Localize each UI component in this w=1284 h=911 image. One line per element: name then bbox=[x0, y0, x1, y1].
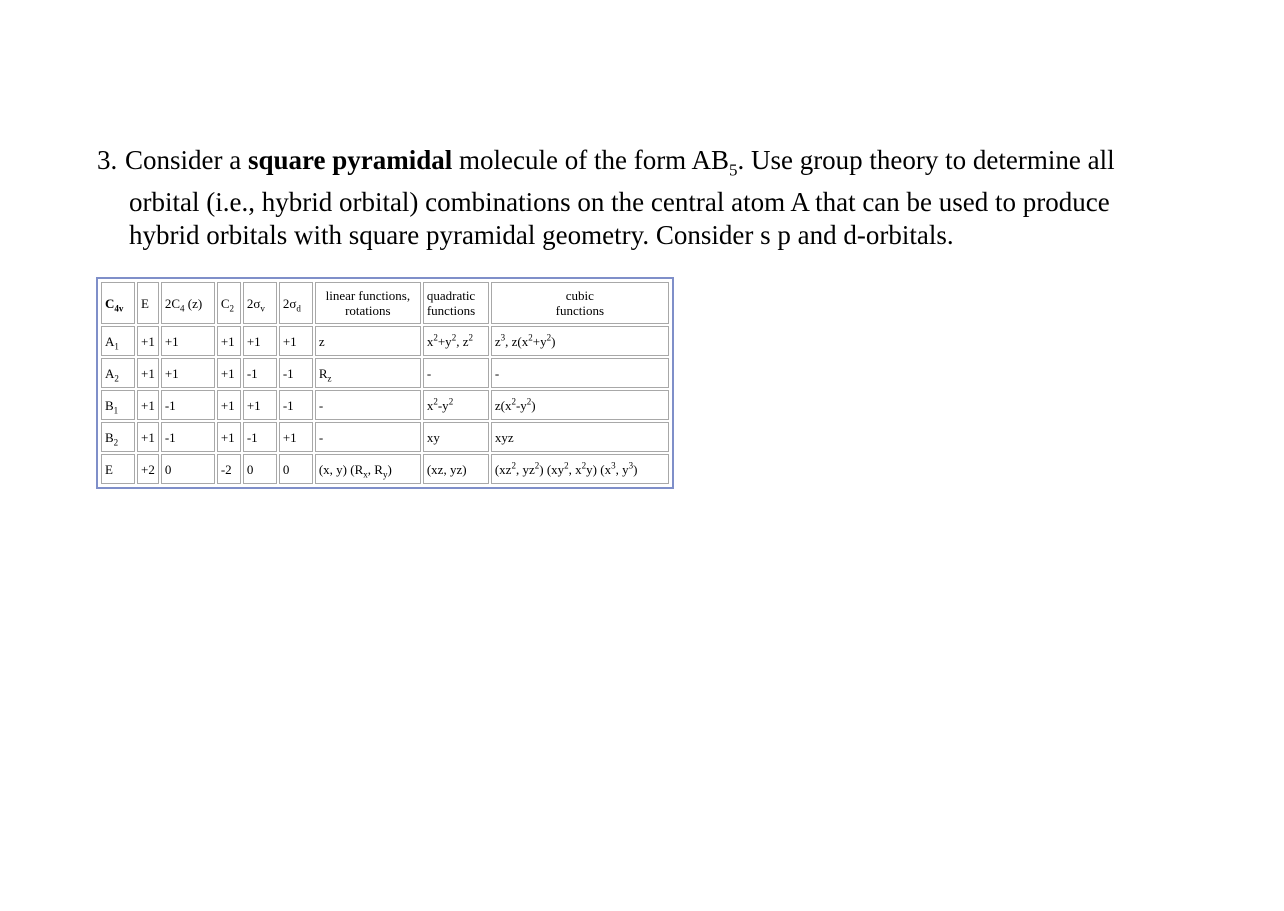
char-C2: -2 bbox=[217, 454, 241, 484]
irrep-cell bbox=[101, 454, 135, 484]
char-C4: 0 bbox=[161, 454, 215, 484]
fn-text: +y bbox=[532, 333, 547, 349]
irrep-subscript: 2 bbox=[113, 437, 119, 448]
question-text-part: molecule of the form AB bbox=[452, 145, 729, 175]
header-quadratic-functions bbox=[423, 282, 489, 324]
fn-sup: 2 bbox=[468, 332, 473, 343]
fn-sub: z bbox=[327, 373, 332, 384]
question-line-3: hybrid orbitals with square pyramidal geometry. Consider s p and d-orbitals. bbox=[129, 220, 954, 251]
table-row bbox=[101, 358, 669, 388]
fn-text: +y bbox=[437, 333, 452, 349]
fn-text: -y bbox=[437, 397, 449, 413]
header-text: rotations bbox=[345, 303, 391, 318]
irrep-cell bbox=[101, 358, 135, 388]
fn-text: ) (xy bbox=[539, 461, 565, 477]
header-text: functions bbox=[426, 303, 476, 318]
fn-sup: 3 bbox=[628, 460, 634, 471]
fn-text: , z(x bbox=[505, 333, 529, 349]
char-E: +1 bbox=[137, 422, 159, 452]
linear-func bbox=[315, 454, 421, 484]
char-sigma-v: +1 bbox=[243, 326, 277, 356]
cubic-func bbox=[491, 390, 669, 420]
quad-func: xy bbox=[423, 422, 489, 452]
point-group-subscript: 4v bbox=[114, 303, 124, 314]
op-header-E: E bbox=[137, 282, 159, 324]
point-group-cell bbox=[101, 282, 135, 324]
op-header-sigma-v bbox=[243, 282, 277, 324]
op-header-sigma-d bbox=[279, 282, 313, 324]
fn-text: , R bbox=[367, 461, 383, 477]
fn-text: x bbox=[426, 333, 434, 349]
char-E: +1 bbox=[137, 326, 159, 356]
fn-text: , yz bbox=[515, 461, 535, 477]
fn-text: ) bbox=[531, 397, 536, 413]
char-C2: +1 bbox=[217, 326, 241, 356]
fn-text: , y bbox=[615, 461, 629, 477]
fn-text: y) (x bbox=[586, 461, 612, 477]
char-C2: +1 bbox=[217, 422, 241, 452]
cubic-func bbox=[491, 454, 669, 484]
char-sigma-v: 0 bbox=[243, 454, 277, 484]
fn-sup: 2 bbox=[528, 332, 533, 343]
character-table bbox=[96, 277, 674, 489]
quad-func: (xz, yz) bbox=[423, 454, 489, 484]
op-text: 2C bbox=[164, 295, 181, 311]
header-linear-functions bbox=[315, 282, 421, 324]
fn-sup: 2 bbox=[511, 460, 516, 471]
table-row bbox=[101, 422, 669, 452]
table-header-row bbox=[101, 282, 669, 324]
fn-sup: 2 bbox=[433, 332, 438, 343]
fn-sup: 2 bbox=[526, 396, 532, 407]
fn-text: ) bbox=[387, 461, 392, 477]
fn-sup: 3 bbox=[500, 332, 506, 343]
header-text: linear functions, bbox=[325, 288, 411, 303]
fn-sup: 2 bbox=[534, 460, 540, 471]
header-text: functions bbox=[555, 303, 605, 318]
char-C4: +1 bbox=[161, 358, 215, 388]
linear-func: z bbox=[315, 326, 421, 356]
fn-text: x bbox=[426, 397, 434, 413]
irrep-cell bbox=[101, 326, 135, 356]
fn-sup: 2 bbox=[448, 396, 454, 407]
char-C2: +1 bbox=[217, 390, 241, 420]
quad-func: - bbox=[423, 358, 489, 388]
irrep-cell bbox=[101, 422, 135, 452]
irrep-subscript: 1 bbox=[114, 341, 119, 352]
char-C4: +1 bbox=[161, 326, 215, 356]
irrep-subscript: 2 bbox=[114, 373, 119, 384]
char-sigma-d: -1 bbox=[279, 358, 313, 388]
fn-text: R bbox=[318, 365, 328, 381]
irrep-label: A bbox=[105, 365, 115, 381]
fn-text: ) bbox=[551, 333, 556, 349]
question-number: 3. bbox=[97, 145, 118, 175]
char-C4: -1 bbox=[161, 390, 215, 420]
irrep-label: A bbox=[105, 333, 115, 349]
fn-text: , x bbox=[568, 461, 582, 477]
char-sigma-d: +1 bbox=[279, 326, 313, 356]
fn-sub: x bbox=[363, 469, 368, 480]
char-sigma-d: 0 bbox=[279, 454, 313, 484]
op-text: 2σ bbox=[282, 295, 297, 311]
char-E: +1 bbox=[137, 358, 159, 388]
header-text: cubic bbox=[565, 288, 594, 303]
char-E: +2 bbox=[137, 454, 159, 484]
irrep-label: B bbox=[105, 397, 114, 413]
op-subscript: v bbox=[260, 303, 265, 314]
point-group-label: C bbox=[105, 295, 115, 311]
fn-sup: 2 bbox=[433, 396, 438, 407]
char-C2: +1 bbox=[217, 358, 241, 388]
question-text bbox=[97, 144, 1207, 252]
fn-sup: 2 bbox=[511, 396, 516, 407]
fn-text: z bbox=[494, 333, 501, 349]
irrep-label: E bbox=[105, 461, 113, 477]
char-sigma-v: +1 bbox=[243, 390, 277, 420]
cubic-func: xyz bbox=[491, 422, 669, 452]
irrep-cell bbox=[101, 390, 135, 420]
fn-text: (x, y) (R bbox=[318, 461, 364, 477]
fn-text: z(x bbox=[494, 397, 512, 413]
op-header-C4 bbox=[161, 282, 215, 324]
question-emphasis: square pyramidal bbox=[247, 145, 453, 175]
char-C4: -1 bbox=[161, 422, 215, 452]
char-sigma-d: -1 bbox=[279, 390, 313, 420]
fn-sub: y bbox=[382, 469, 388, 480]
op-subscript: 4 bbox=[180, 303, 185, 314]
table-row bbox=[101, 390, 669, 420]
fn-text: ) bbox=[633, 461, 638, 477]
fn-text: , z bbox=[456, 333, 469, 349]
op-subscript: d bbox=[296, 303, 301, 314]
fn-sup: 2 bbox=[581, 460, 587, 471]
op-subscript: 2 bbox=[229, 303, 235, 314]
question-text-part: . Use group theory to determine all bbox=[737, 145, 1115, 175]
header-cubic-functions bbox=[491, 282, 669, 324]
op-text: 2σ bbox=[246, 295, 261, 311]
cubic-func bbox=[491, 326, 669, 356]
question-text-part: Consider a bbox=[125, 145, 248, 175]
linear-func bbox=[315, 358, 421, 388]
quad-func bbox=[423, 326, 489, 356]
irrep-subscript: 1 bbox=[113, 405, 119, 416]
fn-sup: 2 bbox=[564, 460, 569, 471]
op-header-C2 bbox=[217, 282, 241, 324]
fn-text: -y bbox=[515, 397, 527, 413]
linear-func: - bbox=[315, 422, 421, 452]
linear-func: - bbox=[315, 390, 421, 420]
question-subscript: 5 bbox=[728, 160, 738, 180]
char-sigma-v: -1 bbox=[243, 358, 277, 388]
question-line-2: orbital (i.e., hybrid orbital) combinations on the central atom A that can be used to produce bbox=[129, 187, 1110, 218]
fn-sup: 2 bbox=[546, 332, 552, 343]
fn-sup: 2 bbox=[451, 332, 457, 343]
table-row bbox=[101, 454, 669, 484]
header-text: quadratic bbox=[426, 288, 476, 303]
op-text: C bbox=[220, 295, 230, 311]
op-text: (z) bbox=[184, 295, 203, 311]
irrep-label: B bbox=[105, 429, 114, 445]
table-row bbox=[101, 326, 669, 356]
cubic-func: - bbox=[491, 358, 669, 388]
quad-func bbox=[423, 390, 489, 420]
character-table-grid bbox=[99, 280, 671, 486]
char-E: +1 bbox=[137, 390, 159, 420]
question-line-1 bbox=[97, 144, 1207, 186]
fn-sup: 3 bbox=[611, 460, 616, 471]
char-sigma-v: -1 bbox=[243, 422, 277, 452]
fn-text: (xz bbox=[494, 461, 512, 477]
char-sigma-d: +1 bbox=[279, 422, 313, 452]
